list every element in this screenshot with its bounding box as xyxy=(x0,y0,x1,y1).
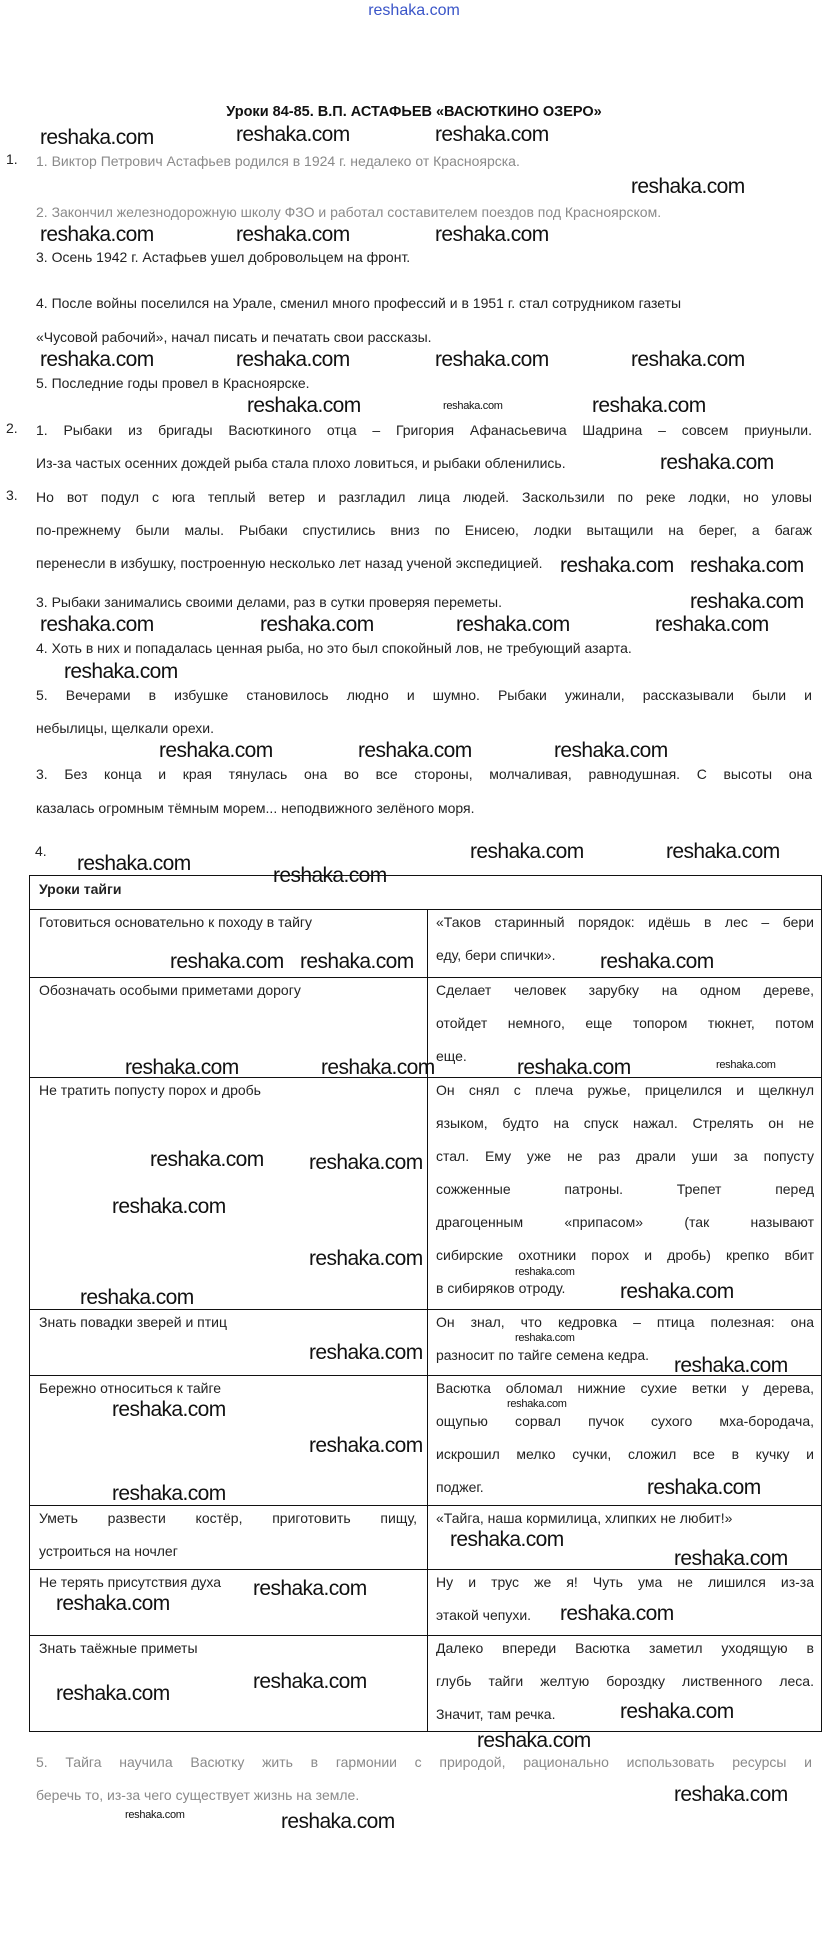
watermark: reshaka.com xyxy=(112,1398,226,1421)
watermark: reshaka.com xyxy=(281,1810,395,1833)
text-line: Не терять присутствия духа xyxy=(39,1573,222,1590)
quote-cell xyxy=(427,1376,821,1505)
section-1-item xyxy=(36,327,812,347)
watermark: reshaka.com xyxy=(40,348,154,371)
watermark: reshaka.com xyxy=(690,590,804,613)
text-line: Ну и трус же я! Чуть ума не лишился из-за xyxy=(436,1573,814,1590)
watermark: reshaka.com xyxy=(253,1670,367,1693)
text-line: «Таков старинный порядок: идёшь в лес – бери xyxy=(436,913,814,930)
watermark: reshaka.com xyxy=(600,950,714,973)
text-line: устроиться на ночлег xyxy=(39,1542,178,1559)
section-1-number: 1. xyxy=(6,151,18,167)
section-1-item xyxy=(36,247,812,267)
watermark: reshaka.com xyxy=(309,1341,423,1364)
watermark: reshaka.com xyxy=(470,840,584,863)
watermark: reshaka.com xyxy=(236,348,350,371)
section-3-paragraph xyxy=(36,757,812,825)
text-line: небылицы, щелкали орехи. xyxy=(36,720,215,736)
watermark: reshaka.com xyxy=(716,1058,776,1071)
text-line: 1. Рыбаки из бригады Васюткиного отца – Григория Афанасьевича Шадрина – совсем приуныли. xyxy=(36,422,812,438)
table-row xyxy=(30,1077,821,1309)
text-line: 5. Тайга научила Васютку жить в гармонии с природой, рационально использовать ресурсы и xyxy=(36,1754,812,1770)
lesson-cell xyxy=(30,1074,427,1309)
watermark: reshaka.com xyxy=(321,1056,435,1079)
text-line: Из-за частых осенних дождей рыба стала плохо ловиться, и рыбаки обленились. xyxy=(36,455,566,471)
watermark: reshaka.com xyxy=(309,1151,423,1174)
text-line: казалась огромным тёмным морем... неподвижного зелёного моря. xyxy=(36,800,475,816)
text-line: «Чусовой рабочий», начал писать и печатать свои рассказы. xyxy=(36,329,432,345)
text-line: этакой чепухи. xyxy=(436,1606,532,1623)
watermark: reshaka.com xyxy=(674,1783,788,1806)
watermark: reshaka.com xyxy=(236,123,350,146)
text-line: Далеко впереди Васютка заметил уходящую в xyxy=(436,1639,814,1656)
text-line: 3. Осень 1942 г. Астафьев ушел добровольцем на фронт. xyxy=(36,249,411,265)
section-3-number: 3. xyxy=(6,487,18,503)
watermark: reshaka.com xyxy=(170,950,284,973)
watermark: reshaka.com xyxy=(150,1148,264,1171)
section-1-item xyxy=(36,293,812,313)
text-line: разносит по тайге семена кедра. xyxy=(436,1346,650,1363)
watermark: reshaka.com xyxy=(40,613,154,636)
watermark: reshaka.com xyxy=(358,739,472,762)
watermark: reshaka.com xyxy=(655,613,769,636)
watermark: reshaka.com xyxy=(443,399,503,412)
watermark: reshaka.com xyxy=(515,1265,575,1278)
text-line: Он снял с плеча ружье, прицелился и щелкнул xyxy=(436,1081,814,1098)
text-line: 3. Без конца и края тянулась она во все стороны, молчаливая, равнодушная. С высоты она xyxy=(36,766,812,782)
watermark: reshaka.com xyxy=(300,950,414,973)
section-3-paragraph xyxy=(36,638,812,658)
watermark: reshaka.com xyxy=(247,394,361,417)
text-line: 3. Рыбаки занимались своими делами, раз в сутки проверяя переметы. xyxy=(36,594,502,610)
text-line: языком, будто на спуск нажал. Стрелять он не xyxy=(436,1114,814,1131)
section-4-number: 4. xyxy=(35,843,47,859)
watermark: reshaka.com xyxy=(40,223,154,246)
section-3-paragraph xyxy=(36,679,812,745)
text-line: беречь то, из-за чего существует жизнь на земле. xyxy=(36,1787,360,1803)
section-1-item xyxy=(36,202,812,222)
text-line: Не тратить попусту порох и дробь xyxy=(39,1081,261,1098)
watermark: reshaka.com xyxy=(554,739,668,762)
watermark: reshaka.com xyxy=(560,1602,674,1625)
text-line: Сделает человек зарубку на одном дереве, xyxy=(436,981,814,998)
text-line: Он знал, что кедровка – птица полезная: она xyxy=(436,1313,814,1330)
watermark: reshaka.com xyxy=(674,1547,788,1570)
text-line: в сибиряков отроду. xyxy=(436,1279,566,1296)
text-line: Васютка обломал нижние сухие ветки у дерева, xyxy=(436,1379,814,1396)
text-line: перенесли в избушку, построенную несколько лет назад ученой экспедицией. xyxy=(36,555,543,571)
text-line: Обозначать особыми приметами дорогу xyxy=(39,981,301,998)
watermark: reshaka.com xyxy=(515,1331,575,1344)
text-line: Знать повадки зверей и птиц xyxy=(39,1313,228,1330)
watermark: reshaka.com xyxy=(435,223,549,246)
text-line: ощупью сорвал пучок сухого мха-бородача, xyxy=(436,1412,814,1429)
watermark: reshaka.com xyxy=(620,1280,734,1303)
text-line: 5. Последние годы провел в Красноярске. xyxy=(36,375,310,391)
watermark: reshaka.com xyxy=(236,223,350,246)
watermark: reshaka.com xyxy=(56,1682,170,1705)
text-line: 4. Хоть в них и попадалась ценная рыба, но это был спокойный лов, не требующий азарта. xyxy=(36,640,632,656)
watermark: reshaka.com xyxy=(517,1056,631,1079)
watermark: reshaka.com xyxy=(477,1729,591,1752)
watermark: reshaka.com xyxy=(666,840,780,863)
watermark: reshaka.com xyxy=(631,175,745,198)
watermark: reshaka.com xyxy=(690,554,804,577)
watermark: reshaka.com xyxy=(631,348,745,371)
section-1-item xyxy=(36,151,812,171)
watermark: reshaka.com xyxy=(456,613,570,636)
text-line: сожженные патроны. Трепет перед xyxy=(436,1180,814,1197)
watermark: reshaka.com xyxy=(64,660,178,683)
watermark: reshaka.com xyxy=(674,1354,788,1377)
page-title: Уроки 84-85. В.П. АСТАФЬЕВ «ВАСЮТКИНО ОЗЕРО» xyxy=(226,104,602,120)
text-line: Значит, там речка. xyxy=(436,1705,556,1722)
watermark: reshaka.com xyxy=(435,123,549,146)
text-line: глубь тайги желтую бороздку лиственного леса. xyxy=(436,1672,814,1689)
text-line: еду, бери спички». xyxy=(436,946,556,963)
watermark: reshaka.com xyxy=(309,1434,423,1457)
text-line: «Тайга, наша кормилица, хлипких не любит!» xyxy=(436,1509,733,1526)
watermark: reshaka.com xyxy=(125,1056,239,1079)
text-line: 5. Вечерами в избушке становилось людно и шумно. Рыбаки ужинали, рассказывали были и xyxy=(36,687,812,703)
section-1-item xyxy=(36,373,812,393)
text-line: поджег. xyxy=(436,1478,484,1495)
text-line: Уметь развести костёр, приготовить пищу, xyxy=(39,1509,417,1526)
quote-cell xyxy=(427,1078,821,1309)
watermark: reshaka.com xyxy=(507,1397,567,1410)
text-line: 4. После войны поселился на Урале, сменил много профессий и в 1951 г. стал сотрудником газеты xyxy=(36,295,682,311)
quote-text xyxy=(436,1074,814,1305)
text-line: 1. Виктор Петрович Астафьев родился в 1924 г. недалеко от Красноярска. xyxy=(36,153,520,169)
watermark: reshaka.com xyxy=(77,852,191,875)
text-line: стал. Ему уже не раз драли уши за попусту xyxy=(436,1147,814,1164)
watermark: reshaka.com xyxy=(159,739,273,762)
watermark: reshaka.com xyxy=(435,348,549,371)
text-line: Готовиться основательно к походу в тайгу xyxy=(39,913,313,930)
text-line: Знать таёжные приметы xyxy=(39,1639,198,1656)
text-line: еще. xyxy=(436,1047,467,1064)
watermark: reshaka.com xyxy=(253,1577,367,1600)
watermark: reshaka.com xyxy=(592,394,706,417)
watermark: reshaka.com xyxy=(273,864,387,887)
watermark: reshaka.com xyxy=(309,1247,423,1270)
watermark: reshaka.com xyxy=(560,554,674,577)
watermark: reshaka.com xyxy=(620,1700,734,1723)
watermark: reshaka.com xyxy=(112,1195,226,1218)
text-line: Но вот подул с юга теплый ветер и разгладил лица людей. Заскользили по реке лодки, но уловы xyxy=(36,489,812,505)
text-line: по-прежнему были малы. Рыбаки спустились вниз по Енисею, лодки вытащили на берег, а багаж xyxy=(36,522,812,538)
text-line: отойдет немного, еще топором тюкнет, потом xyxy=(436,1014,814,1031)
text-line: Бережно относиться к тайге xyxy=(39,1379,222,1396)
text-line: драгоценным «припасом» (так называют xyxy=(436,1213,814,1230)
text-line: искрошил мелко сучки, сложил все в кучку и xyxy=(436,1445,814,1462)
watermark: reshaka.com xyxy=(647,1476,761,1499)
watermark: reshaka.com xyxy=(56,1592,170,1615)
watermark: reshaka.com xyxy=(112,1482,226,1505)
watermark: reshaka.com xyxy=(40,126,154,149)
site-watermark-link[interactable]: reshaka.com xyxy=(368,2,460,19)
text-line: 2. Закончил железнодорожную школу ФЗО и работал составителем поездов под Красноярском. xyxy=(36,204,662,220)
watermark: reshaka.com xyxy=(125,1808,185,1821)
section-2-number: 2. xyxy=(6,420,18,436)
lesson-cell xyxy=(30,1502,427,1569)
watermark: reshaka.com xyxy=(260,613,374,636)
watermark: reshaka.com xyxy=(80,1286,194,1309)
watermark: reshaka.com xyxy=(660,451,774,474)
table-header: Уроки тайги xyxy=(39,881,122,897)
text-line: сибирские охотники порох и дробь) крепко вбит xyxy=(436,1246,814,1263)
watermark: reshaka.com xyxy=(450,1528,564,1551)
